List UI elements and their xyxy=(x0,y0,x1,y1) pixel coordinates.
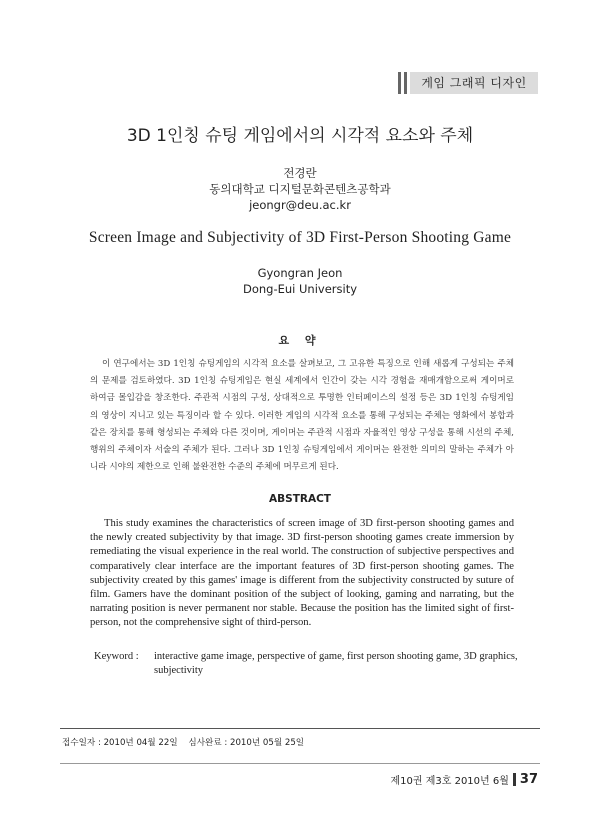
keyword-text: interactive game image, perspective of game, first person shooting game, 3D graphics, subjectivity xyxy=(154,651,518,677)
footer-divider xyxy=(60,763,540,764)
footnote-divider xyxy=(60,728,540,729)
footer-separator xyxy=(513,773,516,786)
author-email: jeongr@deu.ac.kr xyxy=(249,198,351,212)
keyword-label: Keyword : xyxy=(94,651,139,662)
affiliation-korean: 동의대학교 디지털문화콘텐츠공학과 xyxy=(209,182,391,196)
abstract-english-body: This study examines the characteristics of screen image of 3D first-person shooting games and the newly created subjectivity by that image. 3D first-person shooting games create immersion by remediating the visual experience in the real world. The construction of subjective perspectives and comparatively clear interface are the important features of 3D first-person shooting games. The subjectivity created by this games' image is different from the subjectivity constructed by suture of film. Gamers have the dominant position of the subject of looking, gaming and narrating, but the narrating position is never permanent nor stable. Because the position has the limited sight of first-person, not the comprehensive sight of third-person. xyxy=(90,518,514,629)
paper-title-english: Screen Image and Subjectivity of 3D First-Person Shooting Game xyxy=(88,229,512,246)
review-complete-date: 심사완료 : 2010년 05월 25일 xyxy=(188,738,305,748)
page-footer xyxy=(391,772,539,787)
received-date: 접수일자 : 2010년 04월 22일 xyxy=(62,738,178,748)
abstract-korean-body: 이 연구에서는 3D 1인칭 슈팅게임의 시각적 요소를 살펴보고, 그 고유한 특징으로 인해 새롭게 구성되는 주체의 문제를 검토하였다. 3D 1인칭 슈팅게임은 현실 세계에서 인간이 갖는 시각 경험을 재매개함으로써 게이머로 하여금 몰입감을 창조한다. 주관적 시점의 구성, 상대적으로 투명한 인터페이스의 설정 등은 3D 1인칭 슈팅게임의 영상이 지니고 있는 특징이라 할 수 있다. 이러한 게임의 시각적 요소를 통해 구성되는 주체는 영화에서 봉합과 같은 장치를 통해 형성되는 주체와 다른 것이며, 게이머는 주관적 시점과 자율적인 영상 구성을 통해 시선의 주체, 행위의 주체이자 서술의 주체가 된다. 그러나 3D 1인칭 슈팅게임에서 게이머는 완전한 의미의 말하는 주체가 아니라 시야의 제한으로 인해 불완전한 수준의 주체에 머무르게 된다. xyxy=(90,359,514,473)
abstract-english-heading: ABSTRACT xyxy=(269,493,331,505)
section-tag xyxy=(398,72,538,94)
paper-title-korean: 3D 1인칭 슈팅 게임에서의 시각적 요소와 주체 xyxy=(126,126,474,146)
abstract-korean-heading: 요 약 xyxy=(278,334,322,347)
author-name-korean: 전경란 xyxy=(283,166,317,180)
tag-bar-decoration xyxy=(404,72,407,94)
author-name-english: Gyongran Jeon xyxy=(257,266,343,280)
submission-dates xyxy=(62,736,312,748)
section-tag-label: 게임 그래픽 디자인 xyxy=(410,72,538,94)
journal-issue: 제10권 제3호 2010년 6월 xyxy=(390,776,509,787)
page-number: 37 xyxy=(519,772,538,787)
affiliation-english: Dong-Eui University xyxy=(242,282,358,296)
tag-bar-decoration xyxy=(398,72,401,94)
